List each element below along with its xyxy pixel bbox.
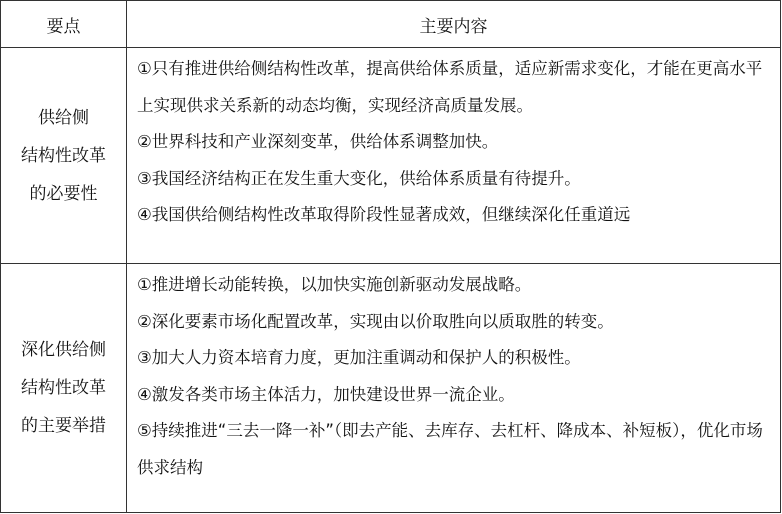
header-main-content: 主要内容 bbox=[127, 1, 781, 48]
content-item: ⑤持续推进“三去一降一补”（即去产能、去库存、去杠杆、降成本、补短板），优化市场供求结构 bbox=[137, 421, 763, 477]
key-cell-measures bbox=[1, 264, 127, 513]
content-item: ②深化要素市场化配置改革，实现由以价取胜向以质取胜的转变。 bbox=[137, 311, 614, 331]
content-item: ③我国经济结构正在发生重大变化，供给体系质量有待提升。 bbox=[137, 168, 581, 188]
header-key-point: 要点 bbox=[1, 1, 127, 48]
content-cell-necessity bbox=[127, 48, 781, 264]
table-header-row bbox=[1, 1, 781, 48]
key-line: 供给侧 bbox=[38, 107, 89, 128]
key-cell-necessity bbox=[1, 48, 127, 264]
table-row-measures bbox=[1, 264, 781, 513]
key-line: 的必要性 bbox=[29, 183, 98, 204]
content-item: ①推进增长动能转换，以加快实施创新驱动发展战略。 bbox=[137, 275, 532, 294]
key-line: 结构性改革 bbox=[21, 378, 106, 398]
content-item: ①只有推进供给侧结构性改革，提高供给体系质量，适应新需求变化，才能在更高水平上实现供求关系新的动态均衡，实现经济高质量发展。 bbox=[137, 59, 763, 115]
key-line: 的主要举措 bbox=[21, 416, 106, 436]
content-cell-measures bbox=[127, 264, 781, 513]
content-item: ③加大人力资本培育力度，更加注重调动和保护人的积极性。 bbox=[137, 348, 581, 367]
content-item: ②世界科技和产业深刻变革，供给体系调整加快。 bbox=[137, 132, 499, 151]
content-item: ④激发各类市场主体活力，加快建设世界一流企业。 bbox=[137, 384, 515, 404]
key-line: 结构性改革 bbox=[21, 145, 106, 166]
content-item: ④我国供给侧结构性改革取得阶段性显著成效，但继续深化任重道远 bbox=[137, 205, 631, 224]
table-row-necessity bbox=[1, 48, 781, 264]
key-line: 深化供给侧 bbox=[21, 340, 106, 360]
